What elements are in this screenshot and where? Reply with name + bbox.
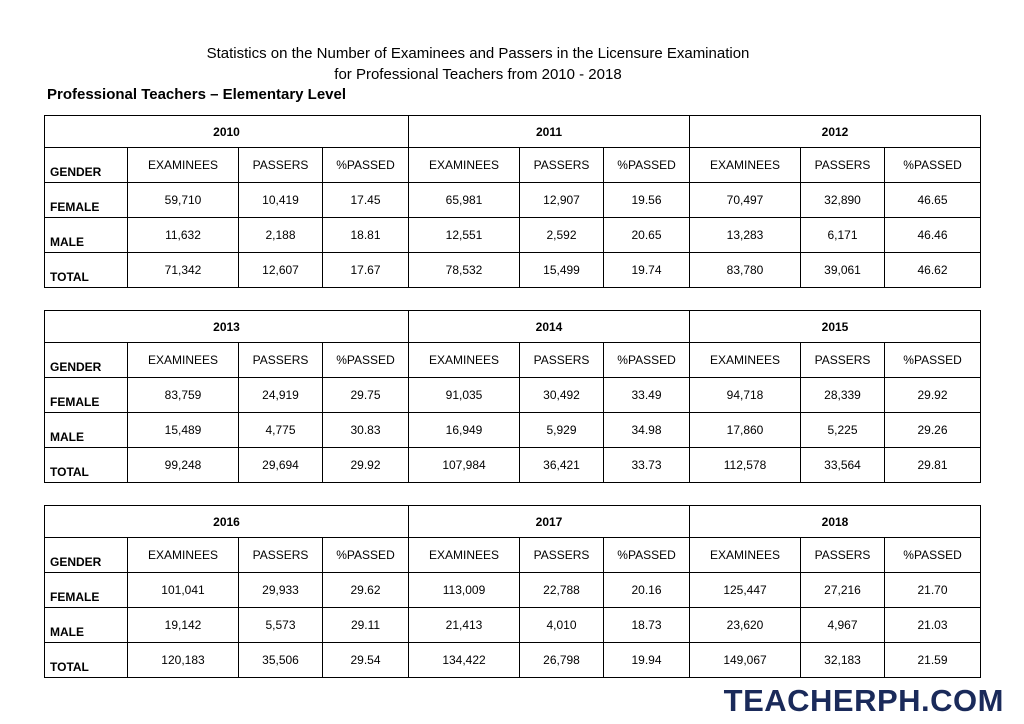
total-label: TOTAL <box>45 448 128 483</box>
column-header: %PASSED <box>604 343 690 378</box>
column-header: PASSERS <box>520 148 604 183</box>
data-cell: 46.62 <box>885 253 981 288</box>
table-row <box>45 183 981 218</box>
data-cell: 4,010 <box>520 608 604 643</box>
data-cell: 33.49 <box>604 378 690 413</box>
table-row <box>45 643 981 678</box>
column-header: EXAMINEES <box>690 538 801 573</box>
gender-label: GENDER <box>45 148 128 183</box>
data-cell: 83,759 <box>128 378 239 413</box>
data-cell: 29.26 <box>885 413 981 448</box>
data-cell: 78,532 <box>409 253 520 288</box>
year-header: 2012 <box>690 116 981 148</box>
data-cell: 91,035 <box>409 378 520 413</box>
column-header: EXAMINEES <box>128 148 239 183</box>
table-row <box>45 448 981 483</box>
data-cell: 149,067 <box>690 643 801 678</box>
data-cell: 65,981 <box>409 183 520 218</box>
data-cell: 32,183 <box>801 643 885 678</box>
data-cell: 94,718 <box>690 378 801 413</box>
male-label: MALE <box>45 608 128 643</box>
data-cell: 29.54 <box>323 643 409 678</box>
data-cell: 13,283 <box>690 218 801 253</box>
data-cell: 29.81 <box>885 448 981 483</box>
data-cell: 24,919 <box>239 378 323 413</box>
data-cell: 29.62 <box>323 573 409 608</box>
year-header: 2015 <box>690 311 981 343</box>
data-cell: 83,780 <box>690 253 801 288</box>
data-cell: 19,142 <box>128 608 239 643</box>
data-cell: 30,492 <box>520 378 604 413</box>
total-label: TOTAL <box>45 643 128 678</box>
data-cell: 21.70 <box>885 573 981 608</box>
gender-label: GENDER <box>45 538 128 573</box>
data-cell: 4,967 <box>801 608 885 643</box>
data-cell: 134,422 <box>409 643 520 678</box>
year-header: 2010 <box>45 116 409 148</box>
column-header: EXAMINEES <box>128 343 239 378</box>
data-cell: 21.59 <box>885 643 981 678</box>
data-cell: 46.46 <box>885 218 981 253</box>
data-cell: 12,607 <box>239 253 323 288</box>
page-title <box>0 43 956 85</box>
data-cell: 21.03 <box>885 608 981 643</box>
data-cell: 29.92 <box>885 378 981 413</box>
data-cell: 107,984 <box>409 448 520 483</box>
gender-label: GENDER <box>45 343 128 378</box>
column-header: EXAMINEES <box>409 343 520 378</box>
data-cell: 33.73 <box>604 448 690 483</box>
data-cell: 59,710 <box>128 183 239 218</box>
column-header: EXAMINEES <box>409 148 520 183</box>
table-row <box>45 218 981 253</box>
column-header: %PASSED <box>885 538 981 573</box>
title-line-1: Statistics on the Number of Examinees and Passers in the Licensure Examination <box>206 45 750 62</box>
data-cell: 12,551 <box>409 218 520 253</box>
table-row <box>45 413 981 448</box>
data-cell: 29.11 <box>323 608 409 643</box>
column-header: PASSERS <box>239 148 323 183</box>
data-cell: 19.94 <box>604 643 690 678</box>
data-cell: 4,775 <box>239 413 323 448</box>
data-cell: 29,694 <box>239 448 323 483</box>
column-header: PASSERS <box>801 343 885 378</box>
column-header: %PASSED <box>885 148 981 183</box>
data-cell: 21,413 <box>409 608 520 643</box>
column-header: EXAMINEES <box>128 538 239 573</box>
data-cell: 26,798 <box>520 643 604 678</box>
data-cell: 22,788 <box>520 573 604 608</box>
column-header: PASSERS <box>801 538 885 573</box>
title-line-2: for Professional Teachers from 2010 - 2018 <box>334 66 622 83</box>
column-header: PASSERS <box>801 148 885 183</box>
female-label: FEMALE <box>45 183 128 218</box>
year-header: 2017 <box>409 506 690 538</box>
data-cell: 39,061 <box>801 253 885 288</box>
table-row <box>45 253 981 288</box>
year-header: 2011 <box>409 116 690 148</box>
stats-table <box>44 505 981 678</box>
data-cell: 10,419 <box>239 183 323 218</box>
data-cell: 6,171 <box>801 218 885 253</box>
table-row <box>45 608 981 643</box>
column-header: %PASSED <box>885 343 981 378</box>
data-cell: 15,499 <box>520 253 604 288</box>
data-cell: 120,183 <box>128 643 239 678</box>
data-cell: 5,929 <box>520 413 604 448</box>
data-cell: 12,907 <box>520 183 604 218</box>
data-cell: 28,339 <box>801 378 885 413</box>
data-cell: 2,188 <box>239 218 323 253</box>
column-header: PASSERS <box>239 538 323 573</box>
data-cell: 32,890 <box>801 183 885 218</box>
data-cell: 29.75 <box>323 378 409 413</box>
data-cell: 29,933 <box>239 573 323 608</box>
data-cell: 17.67 <box>323 253 409 288</box>
data-cell: 17,860 <box>690 413 801 448</box>
male-label: MALE <box>45 218 128 253</box>
data-cell: 5,573 <box>239 608 323 643</box>
data-cell: 15,489 <box>128 413 239 448</box>
column-header: %PASSED <box>604 538 690 573</box>
teacherph-logo: TEACHERPH.COM <box>723 683 1004 718</box>
data-cell: 19.56 <box>604 183 690 218</box>
column-header: EXAMINEES <box>690 343 801 378</box>
data-cell: 101,041 <box>128 573 239 608</box>
column-header: EXAMINEES <box>690 148 801 183</box>
data-cell: 18.81 <box>323 218 409 253</box>
year-header: 2018 <box>690 506 981 538</box>
column-header: %PASSED <box>323 343 409 378</box>
data-cell: 46.65 <box>885 183 981 218</box>
data-cell: 19.74 <box>604 253 690 288</box>
column-header: %PASSED <box>323 538 409 573</box>
female-label: FEMALE <box>45 378 128 413</box>
table-row <box>45 378 981 413</box>
data-cell: 5,225 <box>801 413 885 448</box>
data-cell: 99,248 <box>128 448 239 483</box>
data-cell: 30.83 <box>323 413 409 448</box>
year-header: 2013 <box>45 311 409 343</box>
data-cell: 2,592 <box>520 218 604 253</box>
female-label: FEMALE <box>45 573 128 608</box>
data-cell: 18.73 <box>604 608 690 643</box>
stats-table <box>44 310 981 483</box>
data-cell: 70,497 <box>690 183 801 218</box>
male-label: MALE <box>45 413 128 448</box>
stats-table <box>44 115 981 288</box>
data-cell: 112,578 <box>690 448 801 483</box>
data-cell: 35,506 <box>239 643 323 678</box>
data-cell: 34.98 <box>604 413 690 448</box>
data-cell: 17.45 <box>323 183 409 218</box>
column-header: PASSERS <box>520 343 604 378</box>
data-cell: 71,342 <box>128 253 239 288</box>
column-header: PASSERS <box>520 538 604 573</box>
total-label: TOTAL <box>45 253 128 288</box>
year-header: 2014 <box>409 311 690 343</box>
data-cell: 36,421 <box>520 448 604 483</box>
data-cell: 125,447 <box>690 573 801 608</box>
year-header: 2016 <box>45 506 409 538</box>
data-cell: 20.16 <box>604 573 690 608</box>
data-cell: 16,949 <box>409 413 520 448</box>
data-cell: 33,564 <box>801 448 885 483</box>
column-header: %PASSED <box>604 148 690 183</box>
column-header: %PASSED <box>323 148 409 183</box>
data-cell: 11,632 <box>128 218 239 253</box>
table-row <box>45 573 981 608</box>
data-cell: 113,009 <box>409 573 520 608</box>
data-cell: 23,620 <box>690 608 801 643</box>
column-header: PASSERS <box>239 343 323 378</box>
column-header: EXAMINEES <box>409 538 520 573</box>
section-subtitle: Professional Teachers – Elementary Level <box>47 86 347 103</box>
data-cell: 27,216 <box>801 573 885 608</box>
data-cell: 29.92 <box>323 448 409 483</box>
data-cell: 20.65 <box>604 218 690 253</box>
